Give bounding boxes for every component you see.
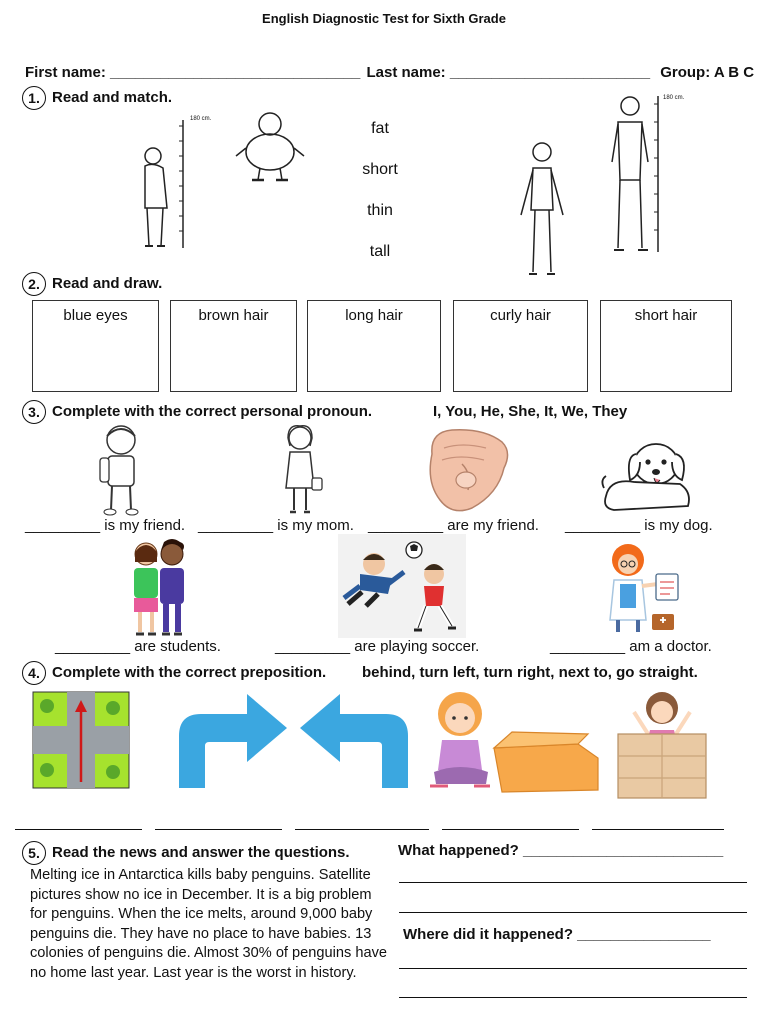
section-instruction: Read and match. [52,88,173,106]
first-name-field[interactable]: First name: ______________________________ [25,64,361,81]
name-row [25,64,754,81]
pronoun-sentence-soccer[interactable]: _________ are playing soccer. [275,638,480,655]
answer-line[interactable] [592,829,724,830]
match-word-short[interactable]: short [362,161,398,178]
section-4-heading [22,661,326,685]
section-instruction: Read and draw. [52,274,163,292]
section-1-heading [22,86,172,110]
draw-box-label: short hair [634,307,698,324]
dog-illustration [600,440,694,516]
section-number: 3. [22,400,46,424]
answer-line[interactable] [399,882,747,883]
pronoun-sentence-friend[interactable]: _________ is my friend. [25,517,186,534]
girl-behind-box-illustration [612,686,712,800]
boy-illustration [96,422,146,518]
match-word-thin[interactable]: thin [367,202,393,219]
section-instruction: Complete with the correct personal pronoun. [52,402,373,420]
question-what-happened[interactable]: What happened? ________________________ [398,842,724,859]
pronoun-sentence-you[interactable]: _________ are my friend. [368,517,539,534]
pronoun-sentence-mom[interactable]: _________ is my mom. [198,517,354,534]
page-title: English Diagnostic Test for Sixth Grade [262,11,506,26]
section-3-heading [22,400,372,424]
draw-box-label: curly hair [490,307,551,324]
news-paragraph: Melting ice in Antarctica kills baby penguins. Satellite pictures show no ice in December. It is a big problem for penguins. When the ice melts, around 9,000 baby penguins die. They have no place to have babies. 13 colonies of penguins die. Almost 30% of penguins have no home last year. Last year is the worst in history. [30,867,387,981]
draw-box-label: long hair [345,307,403,324]
draw-box-short-hair[interactable] [600,300,732,392]
draw-box-blue-eyes[interactable] [32,300,159,392]
fat-person-illustration [234,110,306,186]
go-straight-map-icon [33,692,129,788]
match-word-tall[interactable]: tall [369,243,391,260]
section-number: 4. [22,661,46,685]
last-name-field[interactable]: Last name: ________________________ [366,64,651,81]
section-2-heading [22,272,162,296]
students-illustration [128,538,192,638]
short-person-illustration [135,116,195,256]
draw-box-long-hair[interactable] [307,300,441,392]
answer-line[interactable] [399,912,747,913]
draw-box-label: blue eyes [63,307,128,324]
doctor-illustration [602,540,686,636]
answer-line[interactable] [399,968,747,969]
section-instruction: Complete with the correct preposition. [52,663,327,681]
pointing-hand-icon [422,424,518,516]
thin-person-illustration [515,140,570,280]
turn-right-arrow-icon [175,692,290,792]
height-tag: 180 cm. [190,116,212,122]
match-word-fat[interactable]: fat [371,120,389,137]
preposition-word-bank: behind, turn left, turn right, next to, go straight. [362,664,698,681]
pronoun-sentence-dog[interactable]: _________ is my dog. [565,517,713,534]
draw-box-curly-hair[interactable] [453,300,588,392]
section-number: 1. [22,86,46,110]
section-number: 2. [22,272,46,296]
girl-next-to-box-illustration [428,688,606,794]
height-tag: 180 cm. [663,95,685,101]
draw-box-label: brown hair [198,307,269,324]
pronoun-word-bank: I, You, He, She, It, We, They [433,403,628,420]
answer-line[interactable] [399,997,747,998]
answer-line[interactable] [155,829,282,830]
section-5-heading [22,841,350,865]
section-number: 5. [22,841,46,865]
question-where-happened[interactable]: Where did it happened? ________________ [403,926,711,943]
mom-illustration [276,422,326,518]
section-instruction: Read the news and answer the questions. [52,843,350,861]
tall-person-illustration [608,92,668,257]
turn-left-arrow-icon [298,692,413,792]
group-field[interactable]: Group: A B C [660,64,755,81]
answer-line[interactable] [295,829,429,830]
pronoun-sentence-doctor[interactable]: _________ am a doctor. [550,638,712,655]
draw-box-brown-hair[interactable] [170,300,297,392]
answer-line[interactable] [442,829,579,830]
answer-line[interactable] [15,829,142,830]
pronoun-sentence-students[interactable]: _________ are students. [55,638,221,655]
soccer-players-illustration [338,534,466,638]
